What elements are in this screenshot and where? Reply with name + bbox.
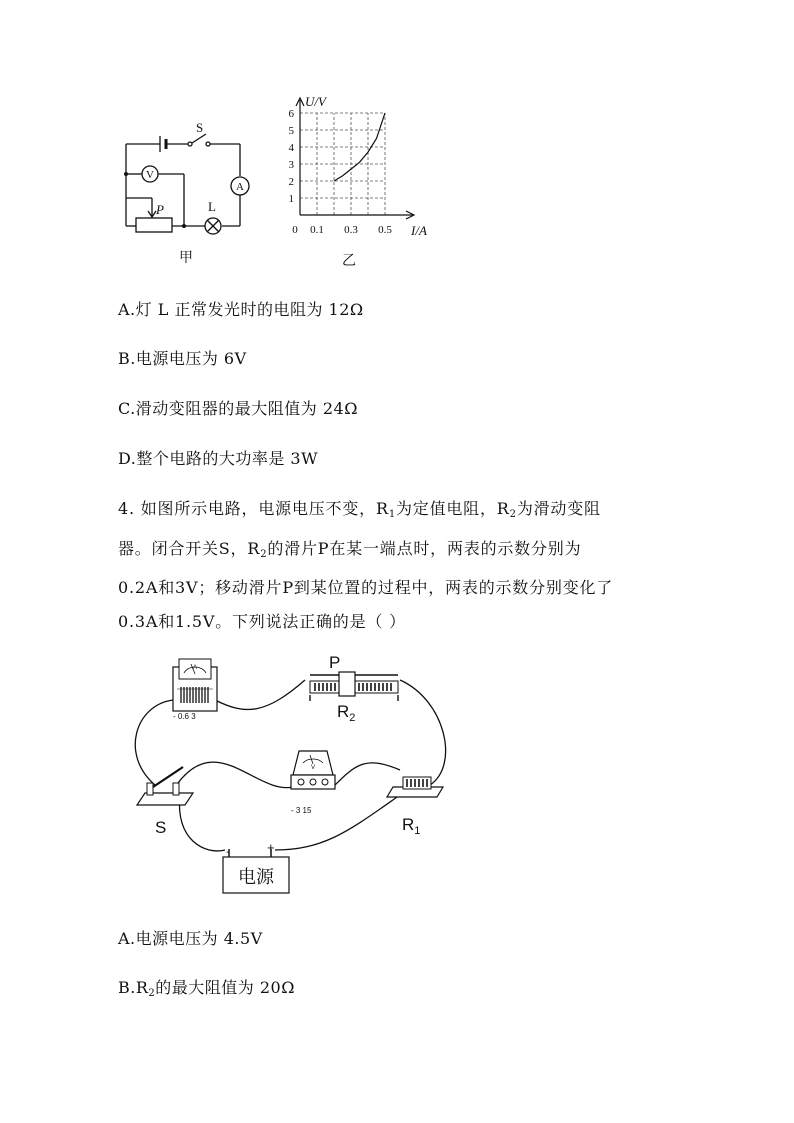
- slider-label: P: [156, 202, 164, 217]
- switch-label-s: S: [155, 818, 167, 837]
- q4-option-b: $B.R_2$的最大阻值为 20Ω: [118, 978, 295, 999]
- ammeter-terminals: - 0.6 3: [173, 712, 196, 721]
- x-tick-label: 0.5: [378, 224, 392, 236]
- switch-device: [137, 767, 193, 837]
- rheostat-device: [310, 653, 398, 724]
- voltmeter-label: V: [146, 169, 154, 181]
- rheostat-slider-label: P: [329, 653, 341, 672]
- rheostat-label: $R_2$: [337, 702, 356, 724]
- resistor-label: $R_1$: [402, 815, 421, 837]
- battery-plus: +: [267, 840, 275, 855]
- circuit-diagram-jia: [110, 110, 270, 270]
- ammeter-label: A: [236, 181, 244, 193]
- y-tick-label: 2: [288, 176, 294, 188]
- x-tick-label: 0: [292, 224, 298, 236]
- switch-label: S: [196, 120, 204, 135]
- y-tick-label: 3: [288, 159, 294, 171]
- q3-option-a: A.灯 L 正常发光时的电阻为 12Ω: [118, 300, 364, 319]
- physical-circuit-diagram: [115, 645, 475, 900]
- y-tick-label: 6: [288, 108, 294, 120]
- x-axis-label: I/A: [411, 223, 427, 238]
- q4-line-2: 器。闭合开关S，$R_2$的滑片P在某一端点时，两表的示数分别为: [118, 538, 582, 560]
- ui-graph-yi: [275, 90, 425, 275]
- battery-minus: -: [226, 846, 230, 858]
- q4-line-3: 0.2A和3V；移动滑片P到某位置的过程中，两表的示数分别变化了: [118, 578, 614, 597]
- voltmeter-dial-label: V: [310, 765, 316, 771]
- caption-jia: 甲: [179, 251, 193, 266]
- q4-line-4: 0.3A和1.5V。下列说法正确的是（ ）: [118, 611, 406, 631]
- lamp-label: L: [208, 199, 216, 214]
- voltmeter-terminals: - 3 15: [291, 806, 312, 815]
- y-tick-label: 5: [288, 125, 294, 137]
- q3-option-b: B.电源电压为 6V: [118, 349, 247, 368]
- q4-line-1: 4. 如图所示电路，电源电压不变，$R_1$为定值电阻，$R_2$为滑动变阻: [118, 499, 601, 520]
- battery-device: [223, 840, 289, 893]
- y-axis-label: U/V: [305, 94, 326, 109]
- ammeter-device: [173, 659, 217, 721]
- q3-option-d: D.整个电路的大功率是 3W: [118, 449, 319, 468]
- y-tick-label: 1: [288, 193, 294, 205]
- x-tick-label: 0.3: [344, 224, 358, 236]
- resistor-r1-device: [387, 777, 443, 837]
- voltmeter-device: [291, 751, 335, 815]
- battery-label: 电源: [238, 867, 274, 888]
- q3-option-c: C.滑动变阻器的最大阻值为 24Ω: [118, 399, 358, 418]
- x-tick-label: 0.1: [310, 224, 324, 236]
- y-tick-label: 4: [288, 142, 294, 154]
- q4-stem: [118, 492, 678, 638]
- q4-option-a: A.电源电压为 4.5V: [118, 929, 263, 948]
- caption-yi: 乙: [342, 254, 356, 269]
- ammeter-dial-label: A: [192, 665, 198, 671]
